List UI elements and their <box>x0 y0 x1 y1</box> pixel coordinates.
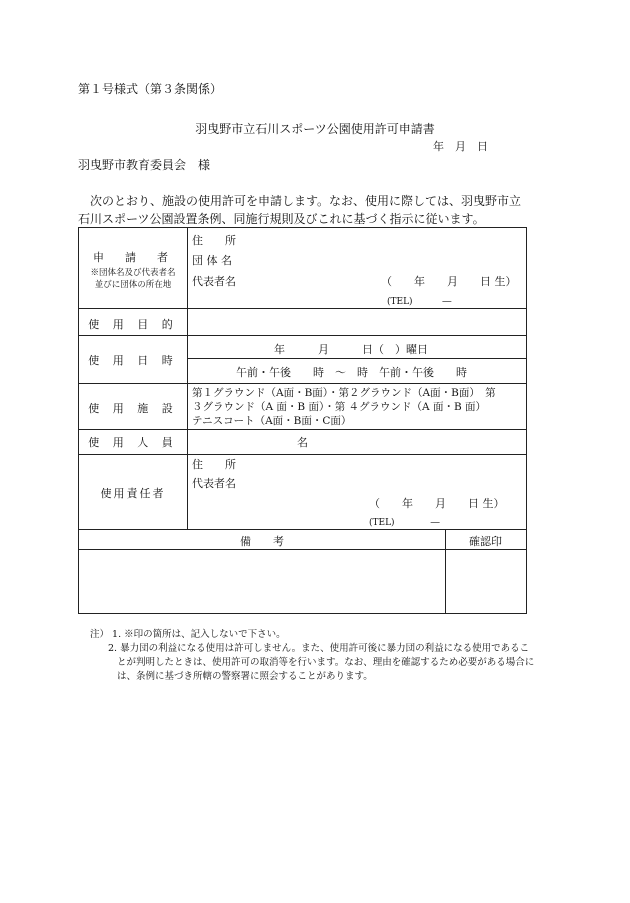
col-divider <box>187 228 188 529</box>
datetime-label: 使 用 日 時 <box>88 354 178 367</box>
application-date: 年 月 日 <box>433 140 488 153</box>
row-divider <box>79 429 526 430</box>
usage-time: 午前・午後 時 ～ 時 午前・午後 時 <box>236 366 467 379</box>
application-table <box>78 227 527 614</box>
facility-line-1: 第１グラウンド（A面・B面）・第２グラウンド（A面・B面） 第 <box>192 387 496 399</box>
responsible-tel: (TEL) ― <box>369 518 440 528</box>
remarks-label: 備 考 <box>240 535 284 548</box>
applicant-note-1: ※団体名及び代表者名 <box>90 268 176 278</box>
people-label: 使 用 人 員 <box>88 436 178 449</box>
intro-text: 次のとおり、施設の使用許可を申請します。なお、使用に際しては、羽曳野市立石川スポーツ公園設置条例、同施行規則及びこれに基づく指示に従います。 <box>78 194 522 226</box>
row-divider <box>79 308 526 309</box>
notes-prefix: 注） <box>90 629 110 640</box>
facility-label: 使 用 施 設 <box>88 402 178 415</box>
responsible-label: 使用責任者 <box>100 487 166 500</box>
facility-line-3: テニスコート（A面・B面・C面） <box>192 415 352 427</box>
usage-date: 年 月 日（ ）曜日 <box>274 343 428 356</box>
notes <box>90 628 286 642</box>
row-divider <box>79 529 526 530</box>
row-divider <box>187 358 526 359</box>
row-divider <box>79 335 526 336</box>
applicant-birth: （ 年 月 日 生） <box>381 275 517 288</box>
people-unit: 名 <box>297 436 308 449</box>
row-divider <box>79 383 526 384</box>
applicant-rep-label: 代表者名 <box>192 275 236 288</box>
applicant-group-label: 団 体 名 <box>192 254 232 267</box>
row-divider <box>79 454 526 455</box>
stamp-label: 確認印 <box>469 535 502 548</box>
purpose-label: 使 用 目 的 <box>88 318 178 331</box>
responsible-birth: （ 年 月 日 生） <box>369 497 505 510</box>
page-title: 羽曳野市立石川スポーツ公園使用許可申請書 <box>195 122 435 136</box>
note-2: 2. 暴力団の利益になる使用は許可しません。また、使用許可後に暴力団の利益になる使用であることが判明したときは、使用許可の取消等を行います。なお、理由を確認するため必要がある場合には、条例に基づき所轄の警察署に照会することがあります。 <box>108 643 535 682</box>
applicant-note-2: 並びに団体の所在地 <box>94 280 172 290</box>
addressee: 羽曳野市教育委員会 様 <box>78 158 211 172</box>
applicant-label: 申 請 者 <box>93 251 173 264</box>
form-number: 第１号様式（第３条関係） <box>78 82 223 96</box>
row-divider <box>79 549 526 550</box>
applicant-address-label: 住 所 <box>192 234 236 247</box>
responsible-rep-label: 代表者名 <box>192 477 236 490</box>
facility-line-2: ３グラウンド（A 面・B 面）・第 ４グラウンド（A 面・B 面） <box>192 401 487 413</box>
responsible-address-label: 住 所 <box>192 458 236 471</box>
applicant-tel: (TEL) ― <box>387 297 452 307</box>
note-1: 1. ※印の箇所は、記入しないで下さい。 <box>112 629 286 640</box>
